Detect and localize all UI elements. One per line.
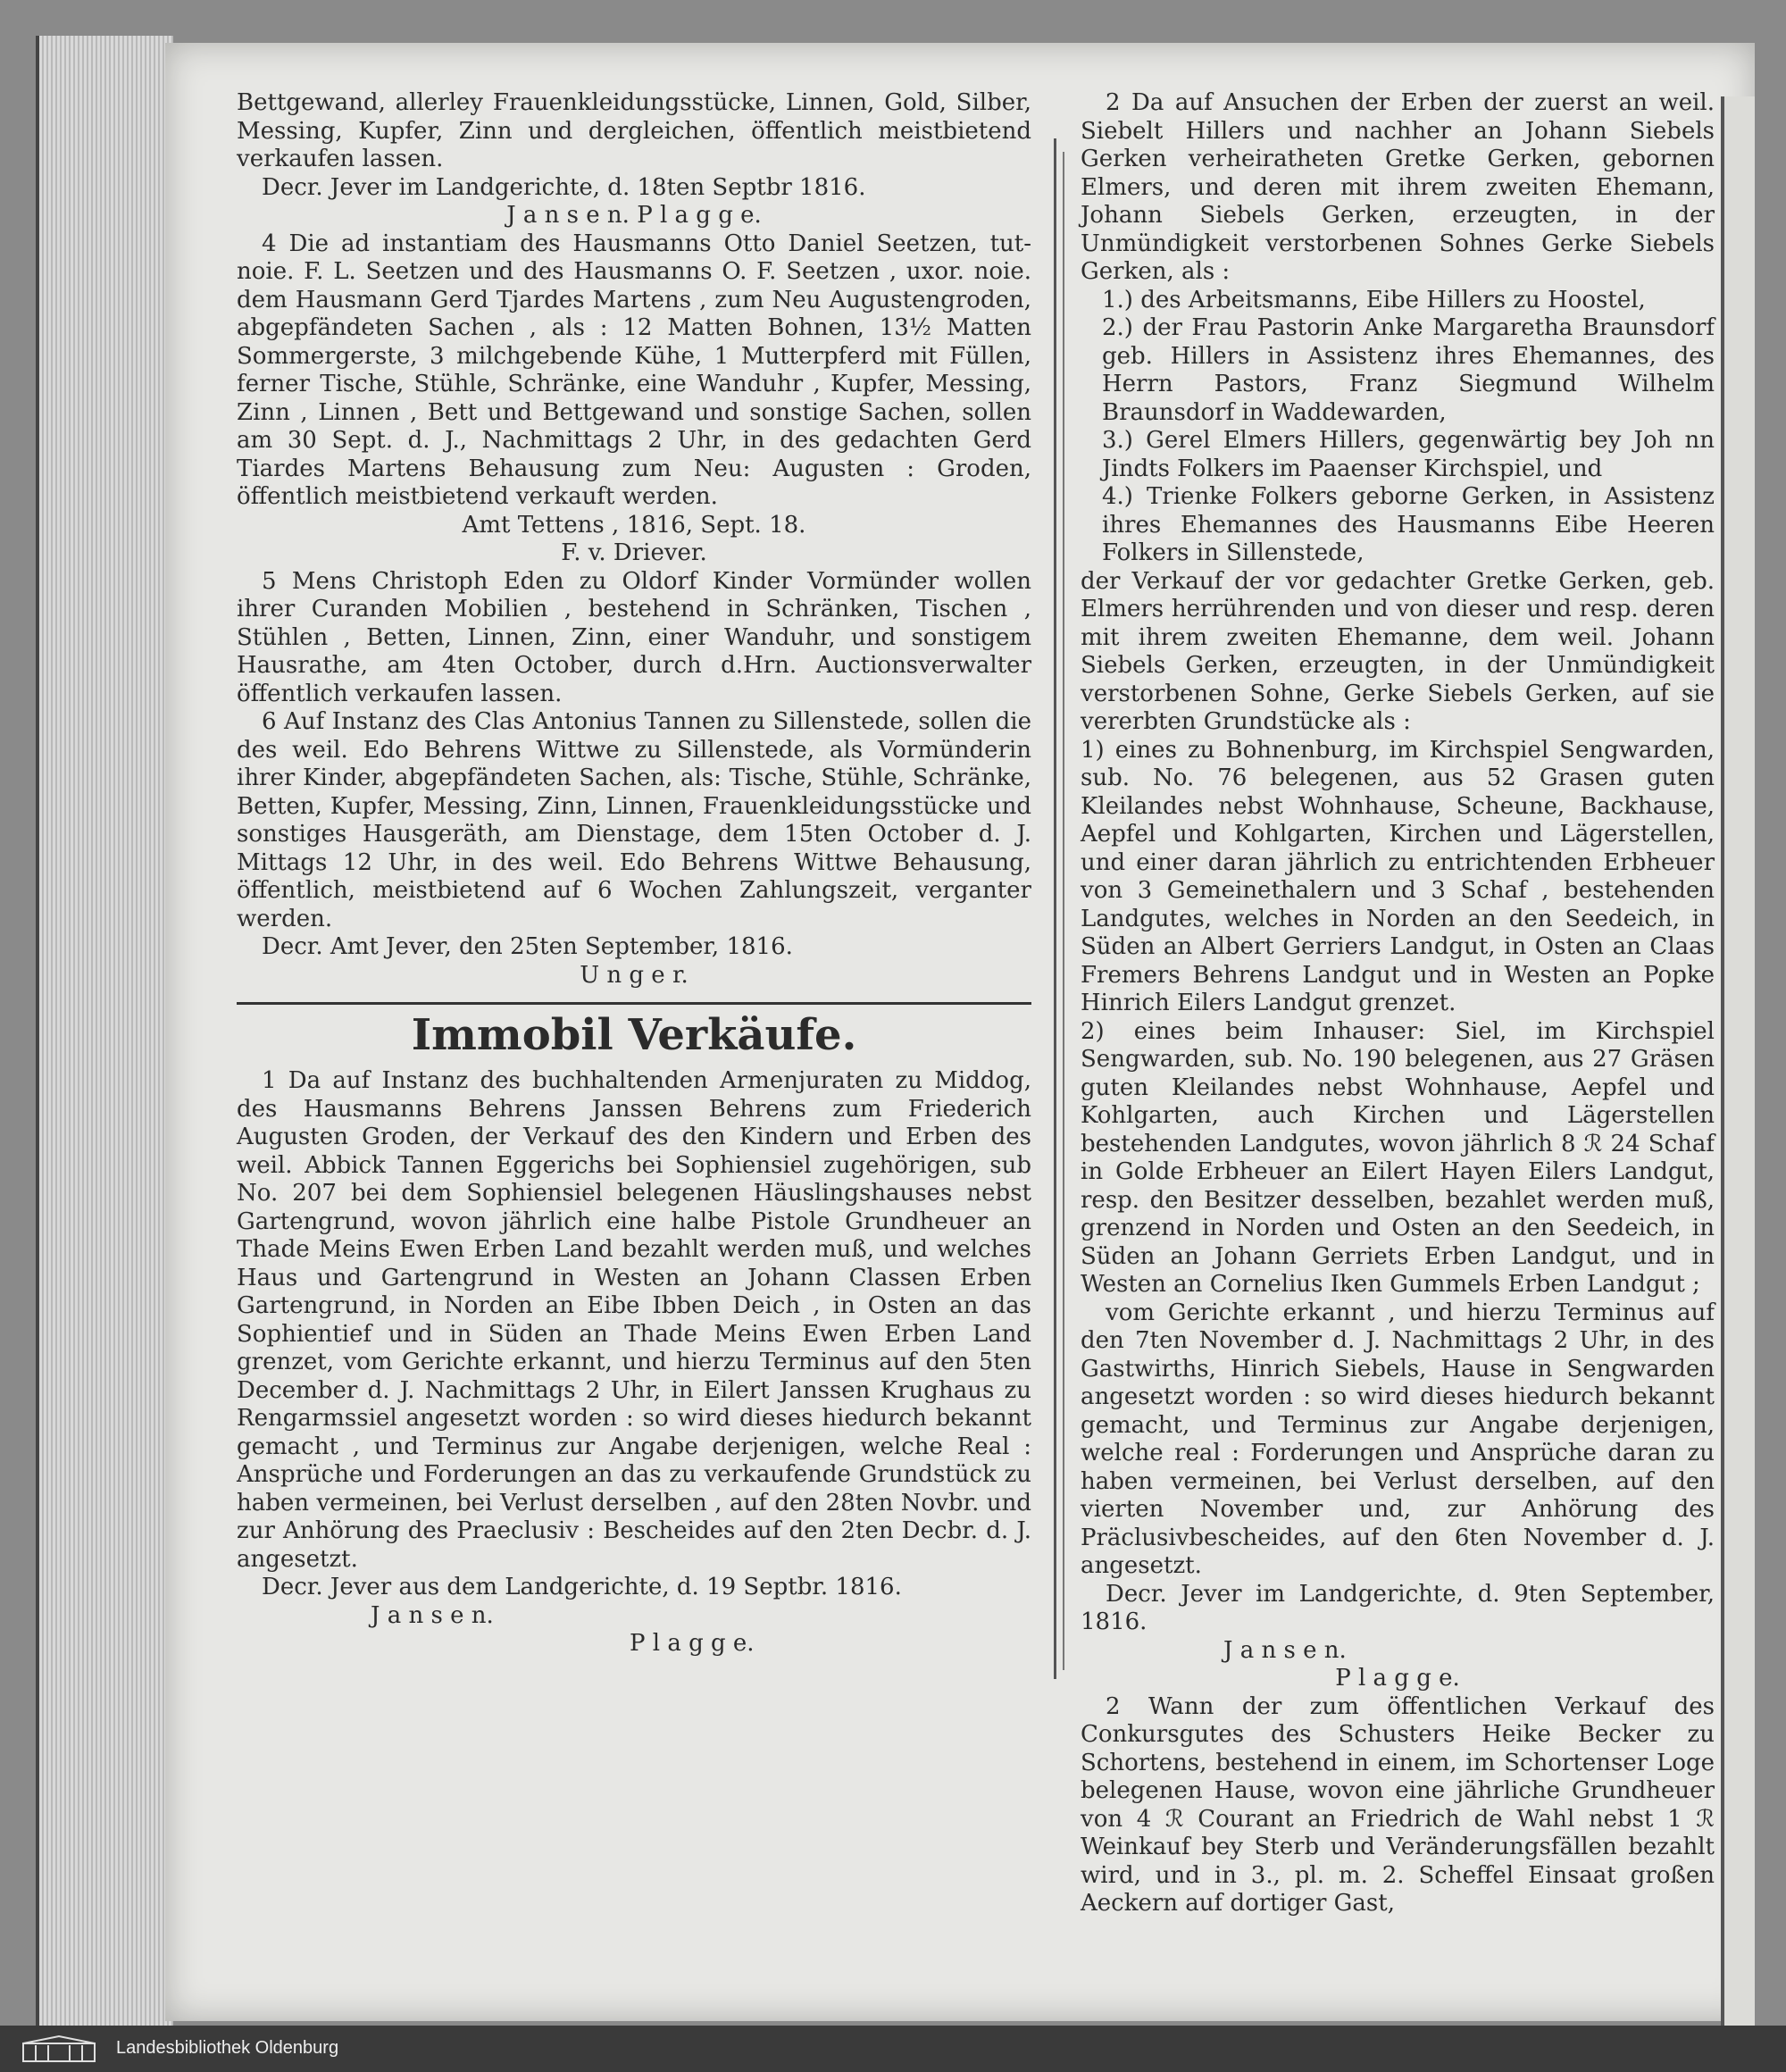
immobil-notice-1: 1 Da auf Instanz des buchhaltenden Armenjuraten zu Middog, des Hausmanns Behrens Janssen Behrens zum Friederich Augusten Groden, der Verkauf des den Kindern und Erben des weil. Abbick Tannen Eggerichs bei Sophiensiel zugehörigen, sub No. 207 bei dem Sophiensiel belegenen Häuslingshauses nebst Gartengrund, wovon jährlich eine halbe Pistole Grundheuer an Thade Meins Ewen Erben Land bezahlt werden muß, und welches Haus und Gartengrund in Westen an Johann Classen Erben Gartengrund, in Norden an Eibe Ibben Deich , in Osten an das Sophientief und in Süden an Thade Meins Ewen Erben Land grenzet, vom Gerichte erkannt, und hierzu Terminus auf den 5ten December d. J. Nachmittags 2 Uhr, in Eilert Janssen Krughaus zu Rengarmssiel angesetzt worden : so wird dieses hiedurch bekannt gemacht , und Terminus zur Angabe derjenigen, welche Real : Ansprüche und Forderungen an das zu verkaufende Grundstück zu haben vermeinen, bei Verlust derselben , auf den 28ten Novbr. und zur Anhörung des Praeclusiv : Bescheides auf den 2ten Decbr. d. J. angesetzt. xyxy=(237,1067,1031,1573)
facing-page-edge xyxy=(1721,96,1755,2061)
column-divider xyxy=(1054,138,1056,1679)
heir-item: 4.) Trienke Folkers geborne Gerken, in Assistenz ihres Ehemannes des Hausmanns Eibe Heeren Folkers in Sillenstede, xyxy=(1102,483,1715,566)
library-name: Landesbibliothek Oldenburg xyxy=(116,2038,339,2058)
notice-2-continued: der Verkauf der vor gedachter Gretke Gerken, geb. Elmers herrührenden und von dieser und resp. deren mit ihrem zweiten Ehemanne, dem weil. Johann Siebels Gerken, erzeugten, in der Unmündigkeit verstorbenen Sohne, Gerke Siebels Gerken, auf sie vererbten Grundstücke als : xyxy=(1081,567,1715,735)
heir-item: 2.) der Frau Pastorin Anke Margaretha Braunsdorf geb. Hillers in Assistenz ihres Ehemannes, des Herrn Pastors, Franz Siegmund Wilhelm Braunsdorf in Waddewarden, xyxy=(1102,314,1715,426)
heir-item: 1.) des Arbeitsmanns, Eibe Hillers zu Hoostel, xyxy=(1102,286,1646,313)
section-heading: Immobil Verkäufe. xyxy=(411,1010,857,1060)
library-building-icon xyxy=(20,2034,98,2063)
signature-jansen-2: J a n s e n. xyxy=(1223,1636,1347,1664)
decree-amt-jever: Decr. Amt Jever, den 25ten September, 1816. xyxy=(262,933,793,960)
right-column xyxy=(1081,89,1715,1918)
heir-item: 3.) Gerel Elmers Hillers, gegenwärtig bey Joh nn Jindts Folkers im Paaenser Kirchspiel, und xyxy=(1102,427,1715,482)
property-2: 2) eines beim Inhauser: Siel, im Kirchspiel Sengwarden, sub. No. 190 belegenen, aus 27 Gräsen guten Kleilandes nebst Wohnhause, Aepfel und Kohlgarten, auch Kirchen und Lägerstellen bestehenden Landgutes, wovon jährlich 8 ℛ 24 Schaf in Golde Erbheuer an Eilert Hayen Eilers Landgut, resp. den Besitzer desselben, bezahlet werden muß, grenzend in Norden und Osten an den Seedeich, in Süden an Johann Gerriets Erben Landgut, und in Westen an Cornelius Iken Gummels Erben Landgut ; xyxy=(1081,1017,1715,1298)
column-divider-inner xyxy=(1063,152,1064,1670)
decree-landgericht-2: Decr. Jever im Landgerichte, d. 9ten September, 1816. xyxy=(1081,1580,1715,1635)
section-rule xyxy=(237,1002,1031,1005)
signature-plagge-2: P l a g g e. xyxy=(1335,1665,1460,1692)
intro-paragraph: Bettgewand, allerley Frauenkleidungsstücke, Linnen, Gold, Silber, Messing, Kupfer, Zinn und dergleichen, öffentlich meistbietend verkaufen lassen. xyxy=(237,89,1031,172)
amt-line: Amt Tettens , 1816, Sept. 18. xyxy=(462,511,806,539)
signature-jansen: J a n s e n. xyxy=(371,1601,494,1629)
decree-line: Decr. Jever im Landgerichte, d. 18ten Septbr 1816. xyxy=(262,173,866,201)
footer-bar xyxy=(0,2026,1786,2072)
notice-6: 6 Auf Instanz des Clas Antonius Tannen zu Sillenstede, sollen die des weil. Edo Behrens Wittwe zu Sillenstede, als Vormünderin ihrer Kinder, abgepfändeten Sachen, als: Tische, Stühle, Schränke, Betten, Kupfer, Messing, Zinn, Linnen, Frauenkleidungsstücke und sonstiges Hausgeräth, am Dienstage, dem 15ten October d. J. Mittags 12 Uhr, in des weil. Edo Behrens Wittwe Behausung, öffentlich, meistbietend auf 6 Wochen Zahlungszeit, verganter werden. xyxy=(237,708,1031,932)
immobil-notice-2: 2 Da auf Ansuchen der Erben der zuerst an weil. Siebelt Hillers und nachher an Johann Siebels Gerken verheiratheten Gretke Gerken, gebornen Elmers, und deren mit ihrem zweiten Ehemann, Johann Siebels Gerken, erzeugten, in der Unmündigkeit verstorbenen Sohnes Gerke Siebels Gerken, als : xyxy=(1081,89,1715,285)
property-1: 1) eines zu Bohnenburg, im Kirchspiel Sengwarden, sub. No. 76 belegenen, aus 52 Grasen guten Kleilandes nebst Wohnhause, Scheune, Backhause, Aepfel und Kohlgarten, Kirchen und Lägerstellen, und einer daran jährlich zu entrichtenden Erbheuer von 3 Gemeinethalern und 3 Schaf , bestehenden Landgutes, welches in Norden an den Seedeich, in Süden an Albert Gerriers Landgut, in Osten an Claas Fremers Behrens Landgut und in Westen an Popke Hinrich Eilers Landgut grenzet. xyxy=(1081,736,1715,1016)
signature-line: J a n s e n. P l a g g e. xyxy=(506,202,762,229)
notice-4: 4 Die ad instantiam des Hausmanns Otto Daniel Seetzen, tut- noie. F. L. Seetzen und des Hausmanns O. F. Seetzen , uxor. noie. dem Hausmann Gerd Tjardes Martens , zum Neu Augustengroden, abgepfändeten Sachen , als : 12 Matten Bohnen, 13½ Matten Sommergerste, 3 milchgebende Kühe, 1 Mutterpferd mit Füllen, ferner Tische, Stühle, Schränke, eine Wanduhr , Kupfer, Messing, Zinn , Linnen , Bett und Bettgewand und sonstige Sachen, sollen am 30 Sept. d. J., Nachmittags 2 Uhr, in des gedachten Gerd Tiardes Martens Behausung zum Neu: Augusten : Groden, öffentlich meistbietend verkauft werden. xyxy=(237,230,1031,510)
book-page-edges xyxy=(36,36,173,2045)
decree-landgericht: Decr. Jever aus dem Landgerichte, d. 19 Septbr. 1816. xyxy=(262,1574,902,1600)
left-column xyxy=(237,89,1031,1658)
signature-driever: F. v. Driever. xyxy=(561,539,707,566)
signature-unger: U n g e r. xyxy=(580,961,689,989)
signature-plagge: P l a g g e. xyxy=(630,1630,755,1657)
notice-5: 5 Mens Christoph Eden zu Oldorf Kinder Vormünder wollen ihrer Curanden Mobilien , bestehend in Schränken, Tischen , Stühlen , Betten, Linnen, Zinn, einer Wanduhr, und sonstigem Hausrathe, am 4ten October, durch d.Hrn. Auctionsverwalter öffentlich verkaufen lassen. xyxy=(237,567,1031,707)
notice-3: 2 Wann der zum öffentlichen Verkauf des Conkursgutes des Schusters Heike Becker zu Schortens, bestehend in einem, im Schortenser Loge belegenen Hause, wovon eine jährliche Grundheuer von 4 ℛ Courant an Friedrich de Wahl nebst 1 ℛ Weinkauf bey Sterb und Veränderungsfällen bezahlt wird, und in 3., pl. m. 2. Scheffel Einsaat großen Aeckern auf dortiger Gast, xyxy=(1081,1692,1715,1917)
notice-2-terms: vom Gerichte erkannt , und hierzu Terminus auf den 7ten November d. J. Nachmittags 2 Uhr, in des Gastwirths, Hinrich Siebels, Hause in Sengwarden angesetzt worden : so wird dieses hiedurch bekannt gemacht, und Terminus zur Angabe derjenigen, welche real : Forderungen und Ansprüche daran zu haben vermeinen, bei Verlust derselben, auf den vierten November und, zur Anhörung des Präclusivbescheides, auf den 6ten November d. J. angesetzt. xyxy=(1081,1299,1715,1579)
